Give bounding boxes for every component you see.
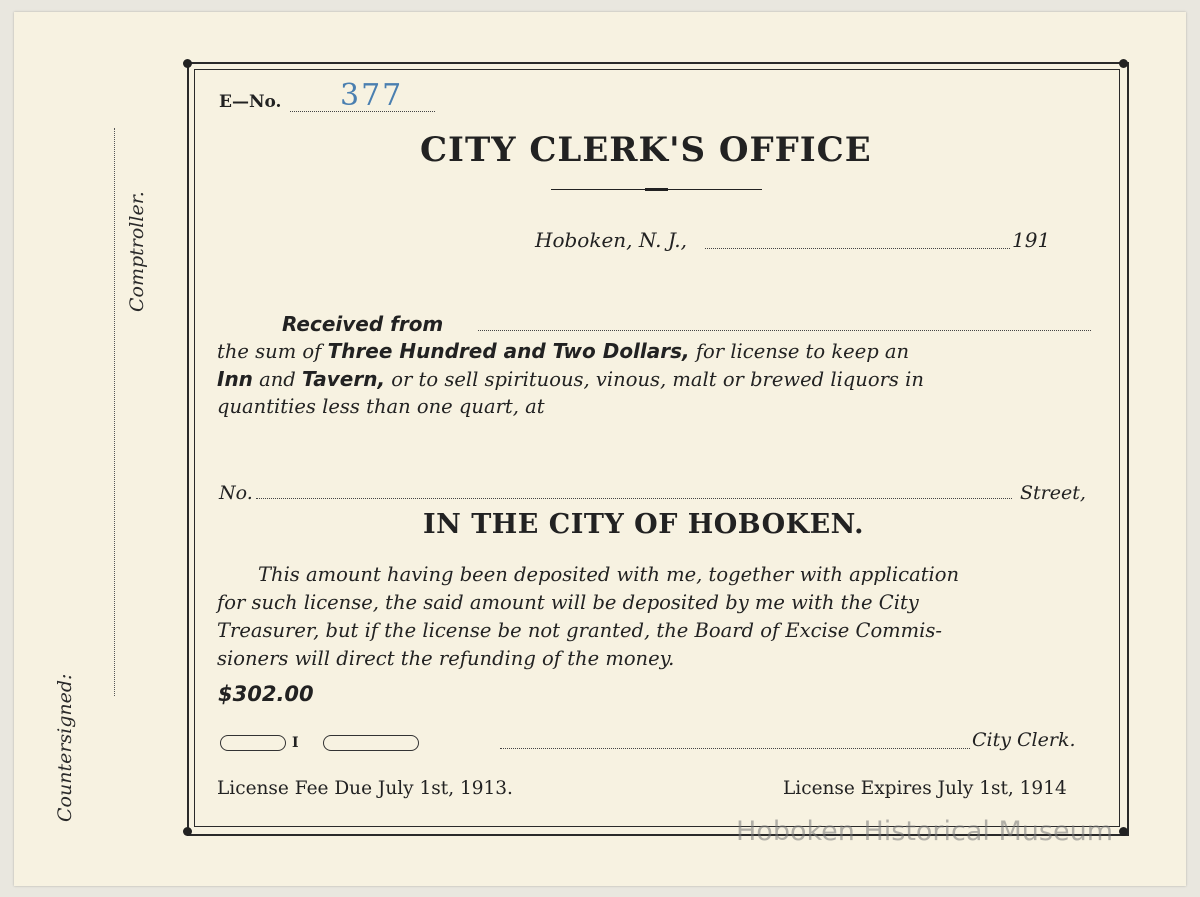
received-from-line [478,330,1091,331]
union-mark: I [292,735,299,751]
paragraph-line-1: This amount having been deposited with me, together with application [258,563,960,586]
body-line-2d: or to sell spirituous, vinous, malt or brewed liquors in [391,368,924,391]
street-line [256,498,1012,499]
body-line-1a: the sum of [217,340,322,363]
comptroller-label: Comptroller. [126,191,148,312]
tavern-word: Tavern, [302,367,386,391]
body-line-1c: for license to keep an [695,340,910,363]
page-title: CITY CLERK'S OFFICE [420,130,872,170]
museum-watermark: Hoboken Historical Museum [736,816,1114,847]
year-prefix: 191 [1012,228,1051,252]
inn-word: Inn [217,367,253,391]
city-heading: IN THE CITY OF HOBOKEN. [423,509,865,540]
clerk-signature-line [500,748,970,749]
union-label-icon [323,735,419,751]
form-number-prefix: E—No. [219,92,282,112]
street-number-label: No. [219,482,253,504]
body-line-1 [217,339,909,363]
expires-text: License Expires July 1st, 1914 [783,778,1067,799]
body-line-3: quantities less than one quart, at [217,395,545,418]
place-label: Hoboken, N. J., [535,228,687,252]
inner-border [194,69,1120,827]
and-word: and [259,368,296,391]
street-label: Street, [1020,482,1086,504]
date-line [705,248,1010,249]
countersigned-label: Countersigned: [54,673,76,822]
paragraph-line-4: sioners will direct the refunding of the money. [217,647,675,670]
paragraph-line-3: Treasurer, but if the license be not granted, the Board of Excise Commis- [217,619,942,642]
received-from-label: Received from [282,312,444,336]
city-clerk-label: City Clerk. [972,729,1076,751]
paragraph-line-2: for such license, the said amount will be deposited by me with the City [217,591,919,614]
fee-due-text: License Fee Due July 1st, 1913. [217,778,513,799]
corner-dot [1119,59,1128,68]
body-line-2 [217,367,924,391]
amount-figure: $302.00 [218,682,314,706]
corner-dot [183,827,192,836]
form-number-value: 377 [340,78,404,113]
union-label-icon [220,735,286,751]
amount-words: Three Hundred and Two Dollars, [327,339,690,363]
title-rule-accent [645,188,668,191]
comptroller-signature-line [114,128,115,696]
corner-dot [1119,827,1128,836]
corner-dot [183,59,192,68]
